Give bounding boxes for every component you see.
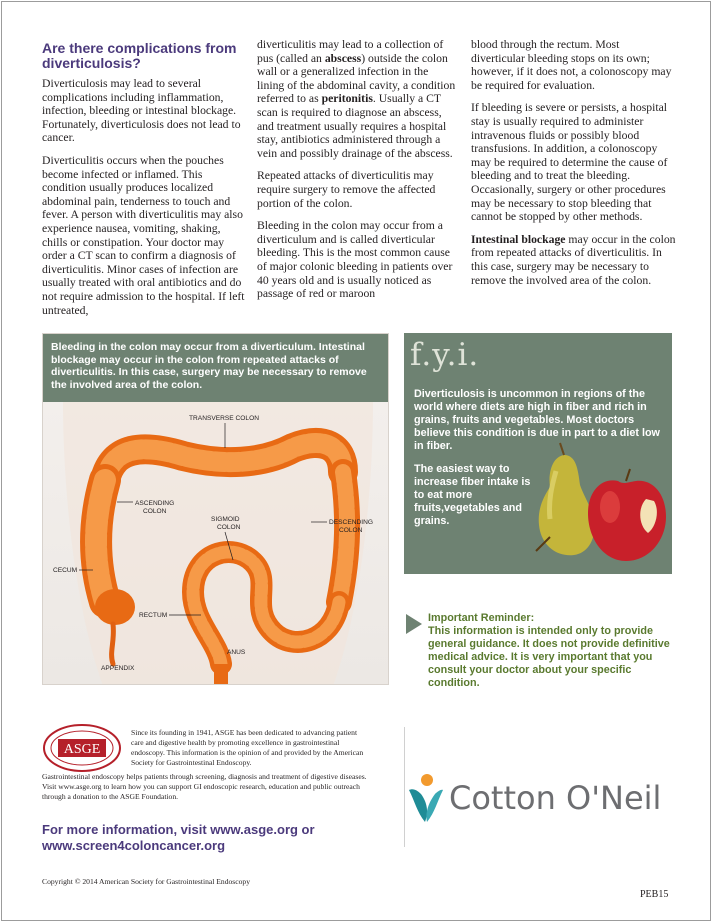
document-code: PEB15 <box>640 889 669 900</box>
copyright: Copyright © 2014 American Society for Gastrointestinal Endoscopy <box>42 877 251 886</box>
more-info-line: www.screen4coloncancer.org <box>42 838 226 853</box>
apple-stem <box>626 469 630 481</box>
section-heading: Are there complications from diverticulosis? <box>42 40 237 71</box>
column-3 <box>471 38 676 296</box>
label-transverse-colon: TRANSVERSE COLON <box>189 415 259 422</box>
fyi-panel <box>404 333 672 574</box>
label-anus: ANUS <box>227 649 246 656</box>
term-peritonitis: peritonitis <box>321 92 373 106</box>
ascending-colon-haustra <box>96 480 105 602</box>
asge-about: Since its founding in 1941, ASGE has been dedicated to advancing patient care and digestive health by promoting excellence in gastrointestinal endoscopy. This information is the opinion of and provided by the American Society for Gastrointestinal Endoscopy. <box>131 728 364 767</box>
paragraph: Repeated attacks of diverticulitis may require surgery to remove the affected portion of the colon. <box>257 169 436 210</box>
column-1 <box>42 38 247 326</box>
cotton-oneil-logo-text: Cotton O'Neil <box>449 779 662 817</box>
asge-seal-logo <box>42 723 122 773</box>
seal-text: ASGE <box>63 742 101 757</box>
label-ascending-colon: COLON <box>143 508 167 515</box>
appendix <box>112 624 114 664</box>
fyi-paragraph: The easiest way to increase fiber intake is to eat more fruits,vegetables and grains. <box>414 463 531 527</box>
label-cecum: CECUM <box>53 567 78 574</box>
cecum <box>95 589 135 625</box>
colon-illustration <box>43 402 389 685</box>
figure-caption: Bleeding in the colon may occur from a diverticulum. Intestinal blockage may occur in the colon from repeated attacks of diverticulitis. In this case, surgery may be necessary to remove the involved area of the colon. <box>43 334 388 402</box>
more-info-line: For more information, visit www.asge.org or <box>42 822 315 837</box>
apple-highlight <box>600 491 620 523</box>
paragraph: blood through the rectum. Most diverticular bleeding stops on its own; however, if it does not, a colonoscopy may be required for evaluation. <box>471 38 672 92</box>
label-sigmoid-colon: SIGMOID <box>211 516 240 523</box>
term-intestinal-blockage: Intestinal blockage <box>471 232 566 246</box>
label-descending-colon: COLON <box>339 527 363 534</box>
pear-and-apple-image <box>522 441 672 571</box>
label-ascending-colon: ASCENDING <box>135 500 175 507</box>
paragraph: Diverticulitis occurs when the pouches become infected or inflamed. This condition usually produces localized abdominal pain, tenderness to touch and fever. A person with diverticulitis may also experience nausea, vomiting, shaking, chills or constipation. Your doctor may order a CT scan to confirm a diagnosis of diverticulitis. Minor cases of infection are usually treated with oral antibiotics and do not require admission to the hospital. If left untreated, <box>42 153 245 317</box>
colon-figure <box>42 333 389 685</box>
fyi-paragraph: Diverticulosis is uncommon in regions of the world where diets are high in fiber and rich in grains, fruits and vegetables. Most doctors believe this condition is due in part to a diet low in fiber. <box>414 388 660 452</box>
asge-foundation-text: Gastrointestinal endoscopy helps patients through screening, diagnosis and treatment of digestive diseases. Visit www.asge.org to learn how you can support GI endoscopic research, education and public outreach through a donation to the ASGE Foundation. <box>42 772 367 801</box>
label-sigmoid-colon: COLON <box>217 524 241 531</box>
text-run: may occur in the colon from repeated attacks of diverticulitis. In this case, surgery may be necessary to remove the involved area of the colon. <box>471 232 676 287</box>
important-reminder <box>428 612 674 690</box>
paragraph: Diverticulosis may lead to several complications including inflammation, infection, bleeding or intestinal blockage. Fortunately, diverticulosis does not lead to cancer. <box>42 77 241 145</box>
descending-colon-haustra <box>339 472 347 602</box>
paragraph <box>257 38 457 160</box>
pear-stem <box>560 443 564 455</box>
label-rectum: RECTUM <box>139 612 168 619</box>
cotton-oneil-logo-icon <box>405 772 447 826</box>
text-run: diverticulitis may lead to a collection of pus (called an <box>257 38 444 65</box>
more-info <box>42 822 382 854</box>
term-abscess: abscess <box>324 51 362 65</box>
reminder-arrow-icon <box>404 612 424 636</box>
reminder-text: This information is intended only to provide general guidance. It does not provide definitive medical advice. It is very important that you consult your doctor about your specific condition. <box>428 625 670 689</box>
paragraph: Bleeding in the colon may occur from a diverticulum and is called diverticular bleeding. This is the most common cause of major colonic bleeding in patients over 40 years old and is usually noticed as passage of red or maroon <box>257 219 453 301</box>
reminder-title: Important Reminder: <box>428 612 535 624</box>
paragraph <box>471 233 676 287</box>
fyi-title: f.y.i. <box>410 337 480 373</box>
paragraph: If bleeding is severe or persists, a hospital stay is usually required to administer intravenous fluids or possibly blood transfusions. In addition, a colonoscopy may be required to determine the cause of bleeding and to treat the bleeding. Occasionally, surgery or other procedures may be necessary to stop bleeding that cannot be stopped by other methods. <box>471 101 668 224</box>
label-appendix: APPENDIX <box>101 665 135 672</box>
text-run: ) outside the colon wall or a generalized infection in the lining of the abdominal cavity, a condition referred to as <box>257 51 456 106</box>
label-descending-colon: DESCENDING <box>329 519 373 526</box>
column-2 <box>257 38 457 310</box>
text-run: . Usually a CT scan is required to diagnose an abscess, and treatment usually requires a hospital stay, antibiotics administered through a vein and possibly drainage of the abscess. <box>257 92 453 160</box>
